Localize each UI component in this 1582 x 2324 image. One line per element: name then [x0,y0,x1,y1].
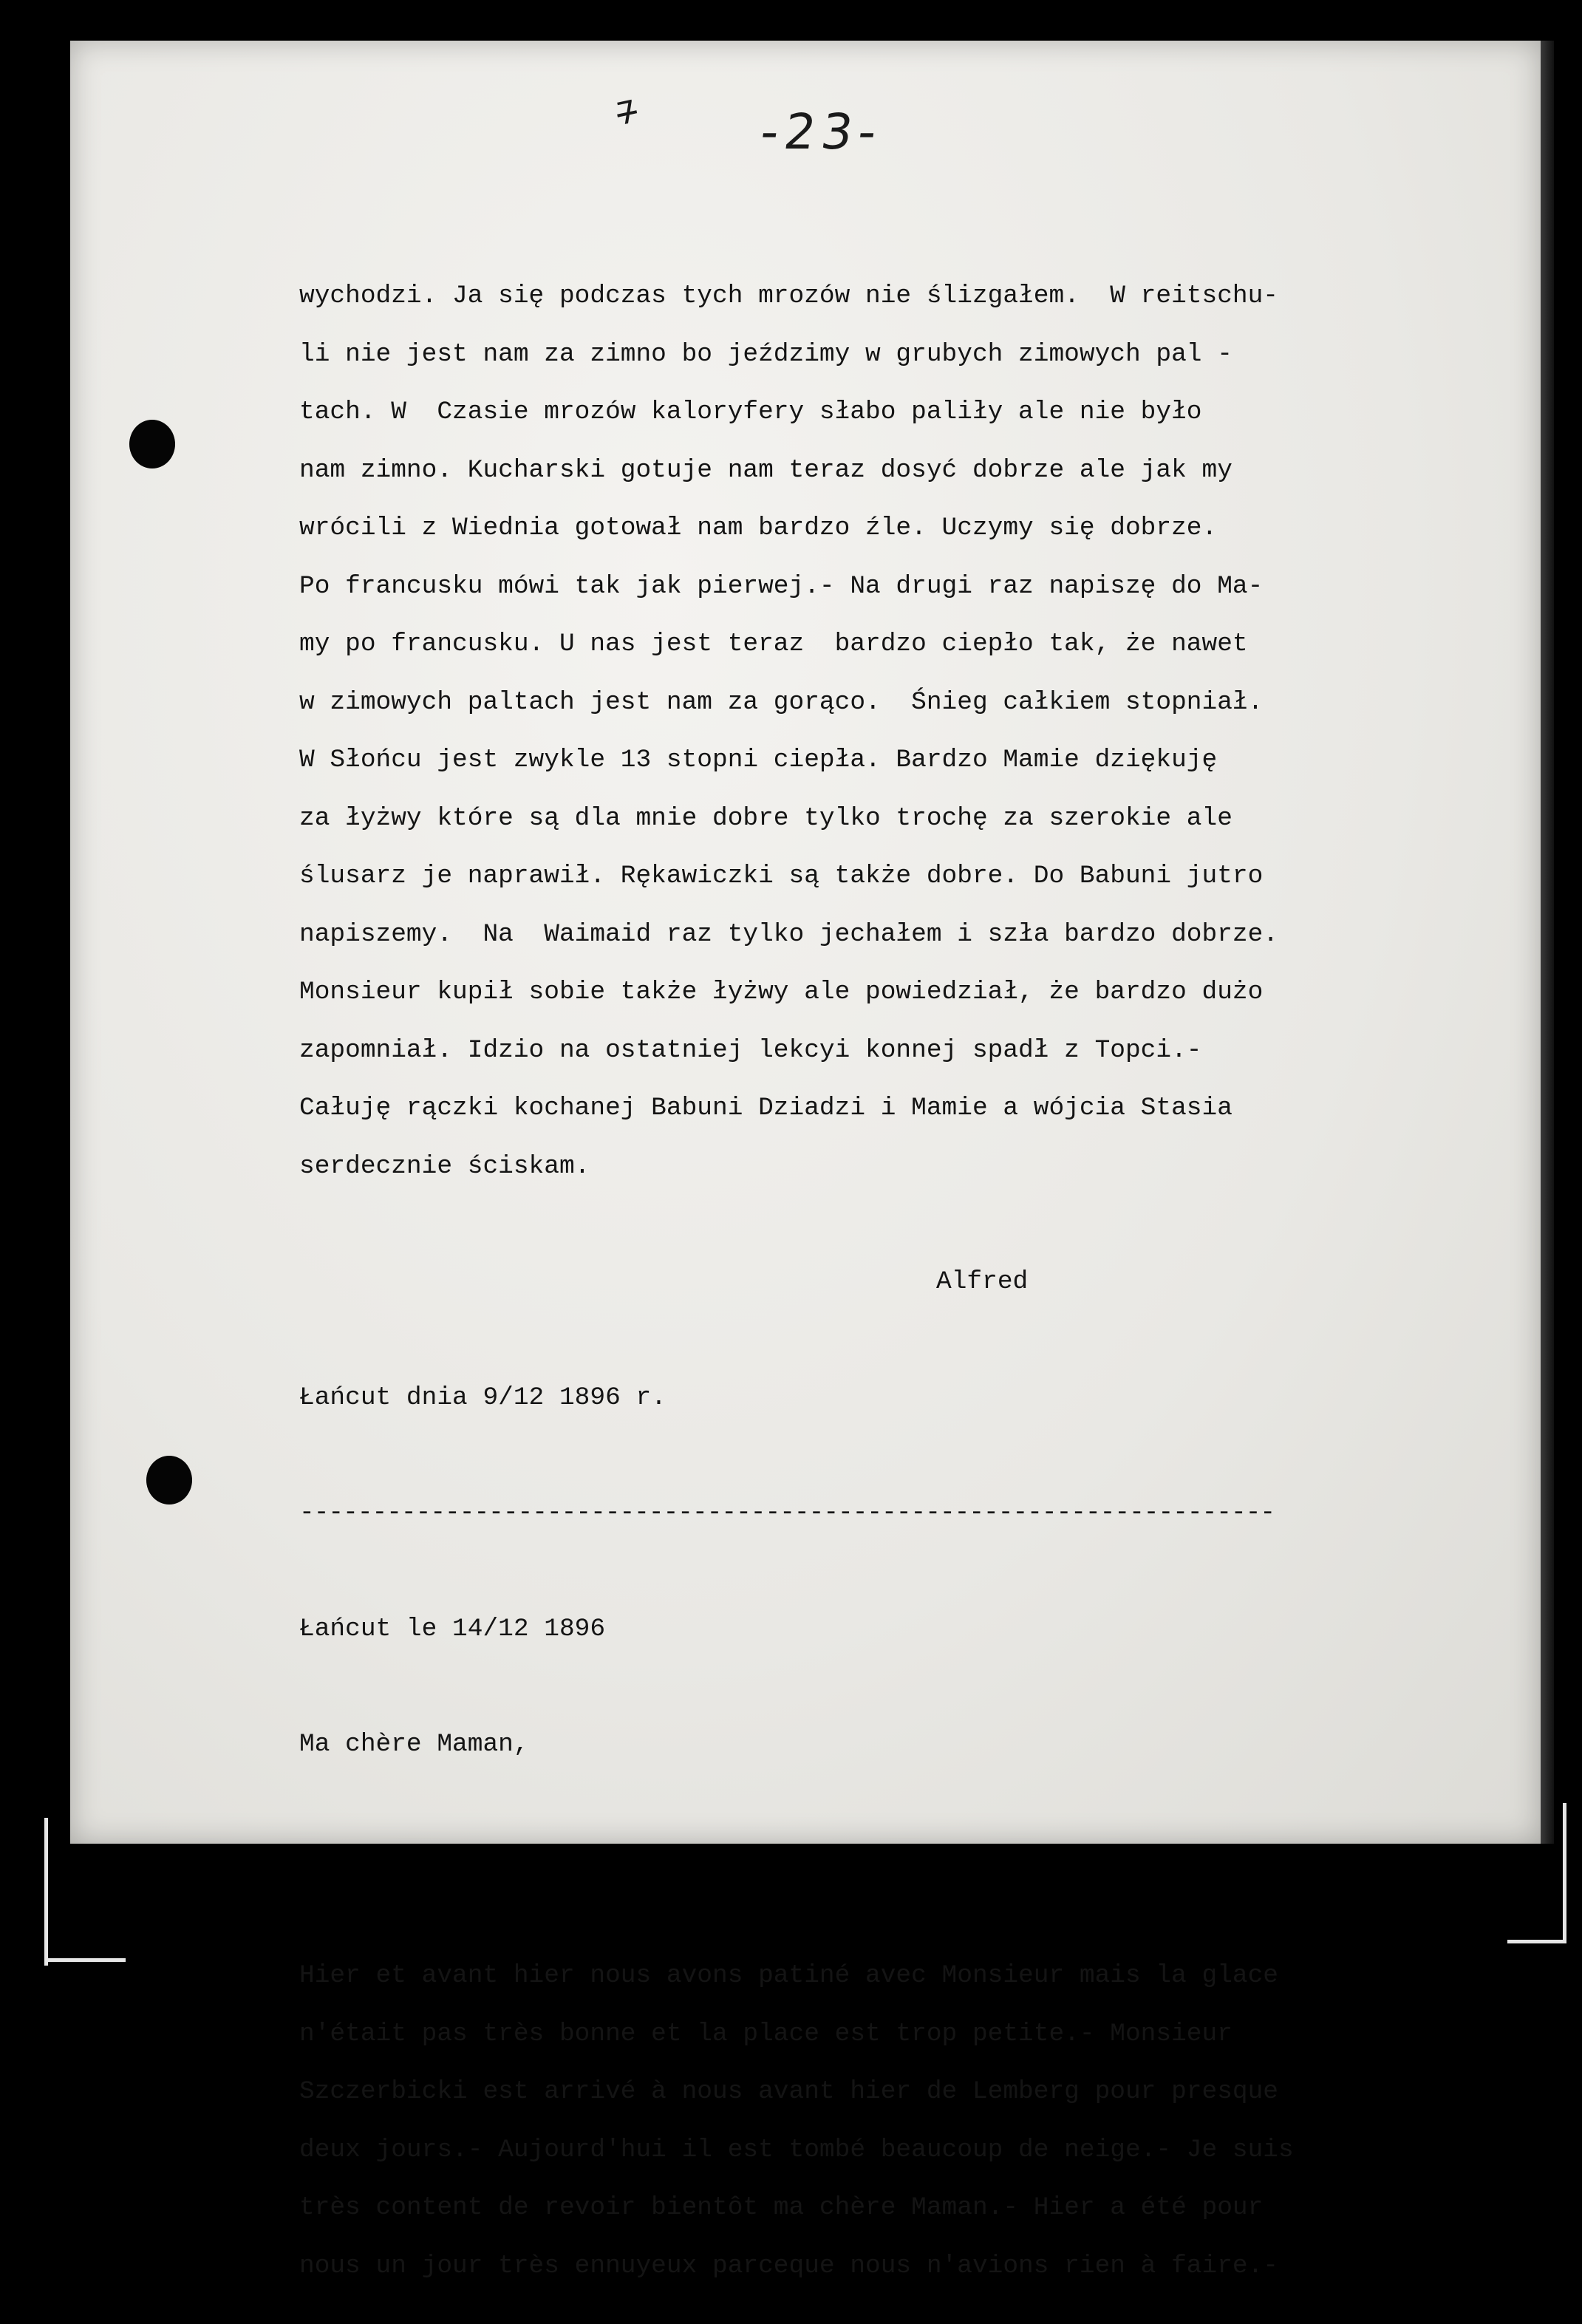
signature: Alfred [936,1267,1029,1296]
letter-one-line: tach. W Czasie mrozów kaloryfery słabo paliły ale nie było [299,398,1202,426]
letter-one-line: Całuję rączki kochanej Babuni Dziadzi i Mamie a wójcia Stasia [299,1094,1232,1122]
letter-one-line: W Słońcu jest zwykle 13 stopni ciepła. Bardzo Mamie dziękuję [299,746,1218,774]
letter-one-line: zapomniał. Idzio na ostatniej lekcyi konnej spadł z Topci.- [299,1035,1202,1065]
letter-one-date: Łańcut dnia 9/12 1896 r. [299,1383,666,1412]
typed-letter-text [299,210,1482,2324]
crop-mark-left-vertical [44,1818,48,1966]
letter-two-line: Szczerbicki est arrivé à nous avant hier de Lemberg pour presque [299,2077,1279,2106]
crop-mark-right-vertical [1563,1803,1566,1943]
old-page-number: 7 [613,92,641,133]
letter-one-line: nam zimno. Kucharski gotuje nam teraz dosyć dobrze ale jak my [299,455,1232,485]
letter-one-line: li nie jest nam za zimno bo jeździmy w grubych zimowych pal - [299,339,1232,369]
letter-two-line: nous un jour très ennuyeux parceque nous n'avions rien à faire.- [299,2251,1279,2280]
letter-two-line: n'était pas très bonne et la place est trop petite.- Monsieur [299,2019,1232,2048]
separator-line: ------------------------------------------------------------------- [299,1499,1275,1527]
letter-one-line: my po francusku. U nas jest teraz bardzo ciepło tak, że nawet [299,630,1248,658]
letter-one-body [299,268,1482,1196]
letter-one-line: serdecznie ściskam. [299,1151,590,1181]
crop-mark-right-horizontal [1507,1940,1566,1943]
paragraph-gap [299,1832,1482,1890]
letter-one-line: napiszemy. Na Waimaid raz tylko jechałem i szła bardzo dobrze. [299,919,1279,949]
letter-two-body [299,1947,1482,2295]
letter-one-line: za łyżwy które są dla mnie dobre tylko trochę za szerokie ale [299,803,1232,833]
page-edge-shadow [1541,41,1554,1844]
letter-two-line: Hier et avant hier nous avons patiné avec Monsieur mais la glace [299,1961,1279,1990]
letter-one-line: Monsieur kupił sobie także łyżwy ale powiedział, że bardzo dużo [299,978,1264,1006]
letter-one-line: ślusarz je naprawił. Rękawiczki są także dobre. Do Babuni jutro [299,862,1264,890]
letter-two-line: très content de revoir bientôt ma chère Maman.- Hier a été pour [299,2193,1264,2222]
letter-two-date: Łańcut le 14/12 1896 [299,1614,606,1643]
letter-one-line: Po francusku mówi tak jak pierwej.- Na drugi raz napiszę do Ma- [299,571,1264,601]
punch-hole-top [129,420,175,468]
letter-one-line: wychodzi. Ja się podczas tych mrozów nie ślizgałem. W reitschu- [299,282,1279,310]
salutation: Ma chère Maman, [299,1730,529,1759]
letter-two-line: deux jours.- Aujourd'hui il est tombé beaucoup de neige.- Je suis [299,2135,1294,2164]
punch-hole-bottom [146,1456,192,1505]
letter-one-line: w zimowych paltach jest nam za gorąco. Śnieg całkiem stopniał. [299,687,1264,717]
letter-one-line: wrócili z Wiednia gotował nam bardzo źle. Uczymy się dobrze. [299,514,1218,542]
page-number: -23- [757,103,887,160]
crop-mark-left-horizontal [44,1958,126,1962]
